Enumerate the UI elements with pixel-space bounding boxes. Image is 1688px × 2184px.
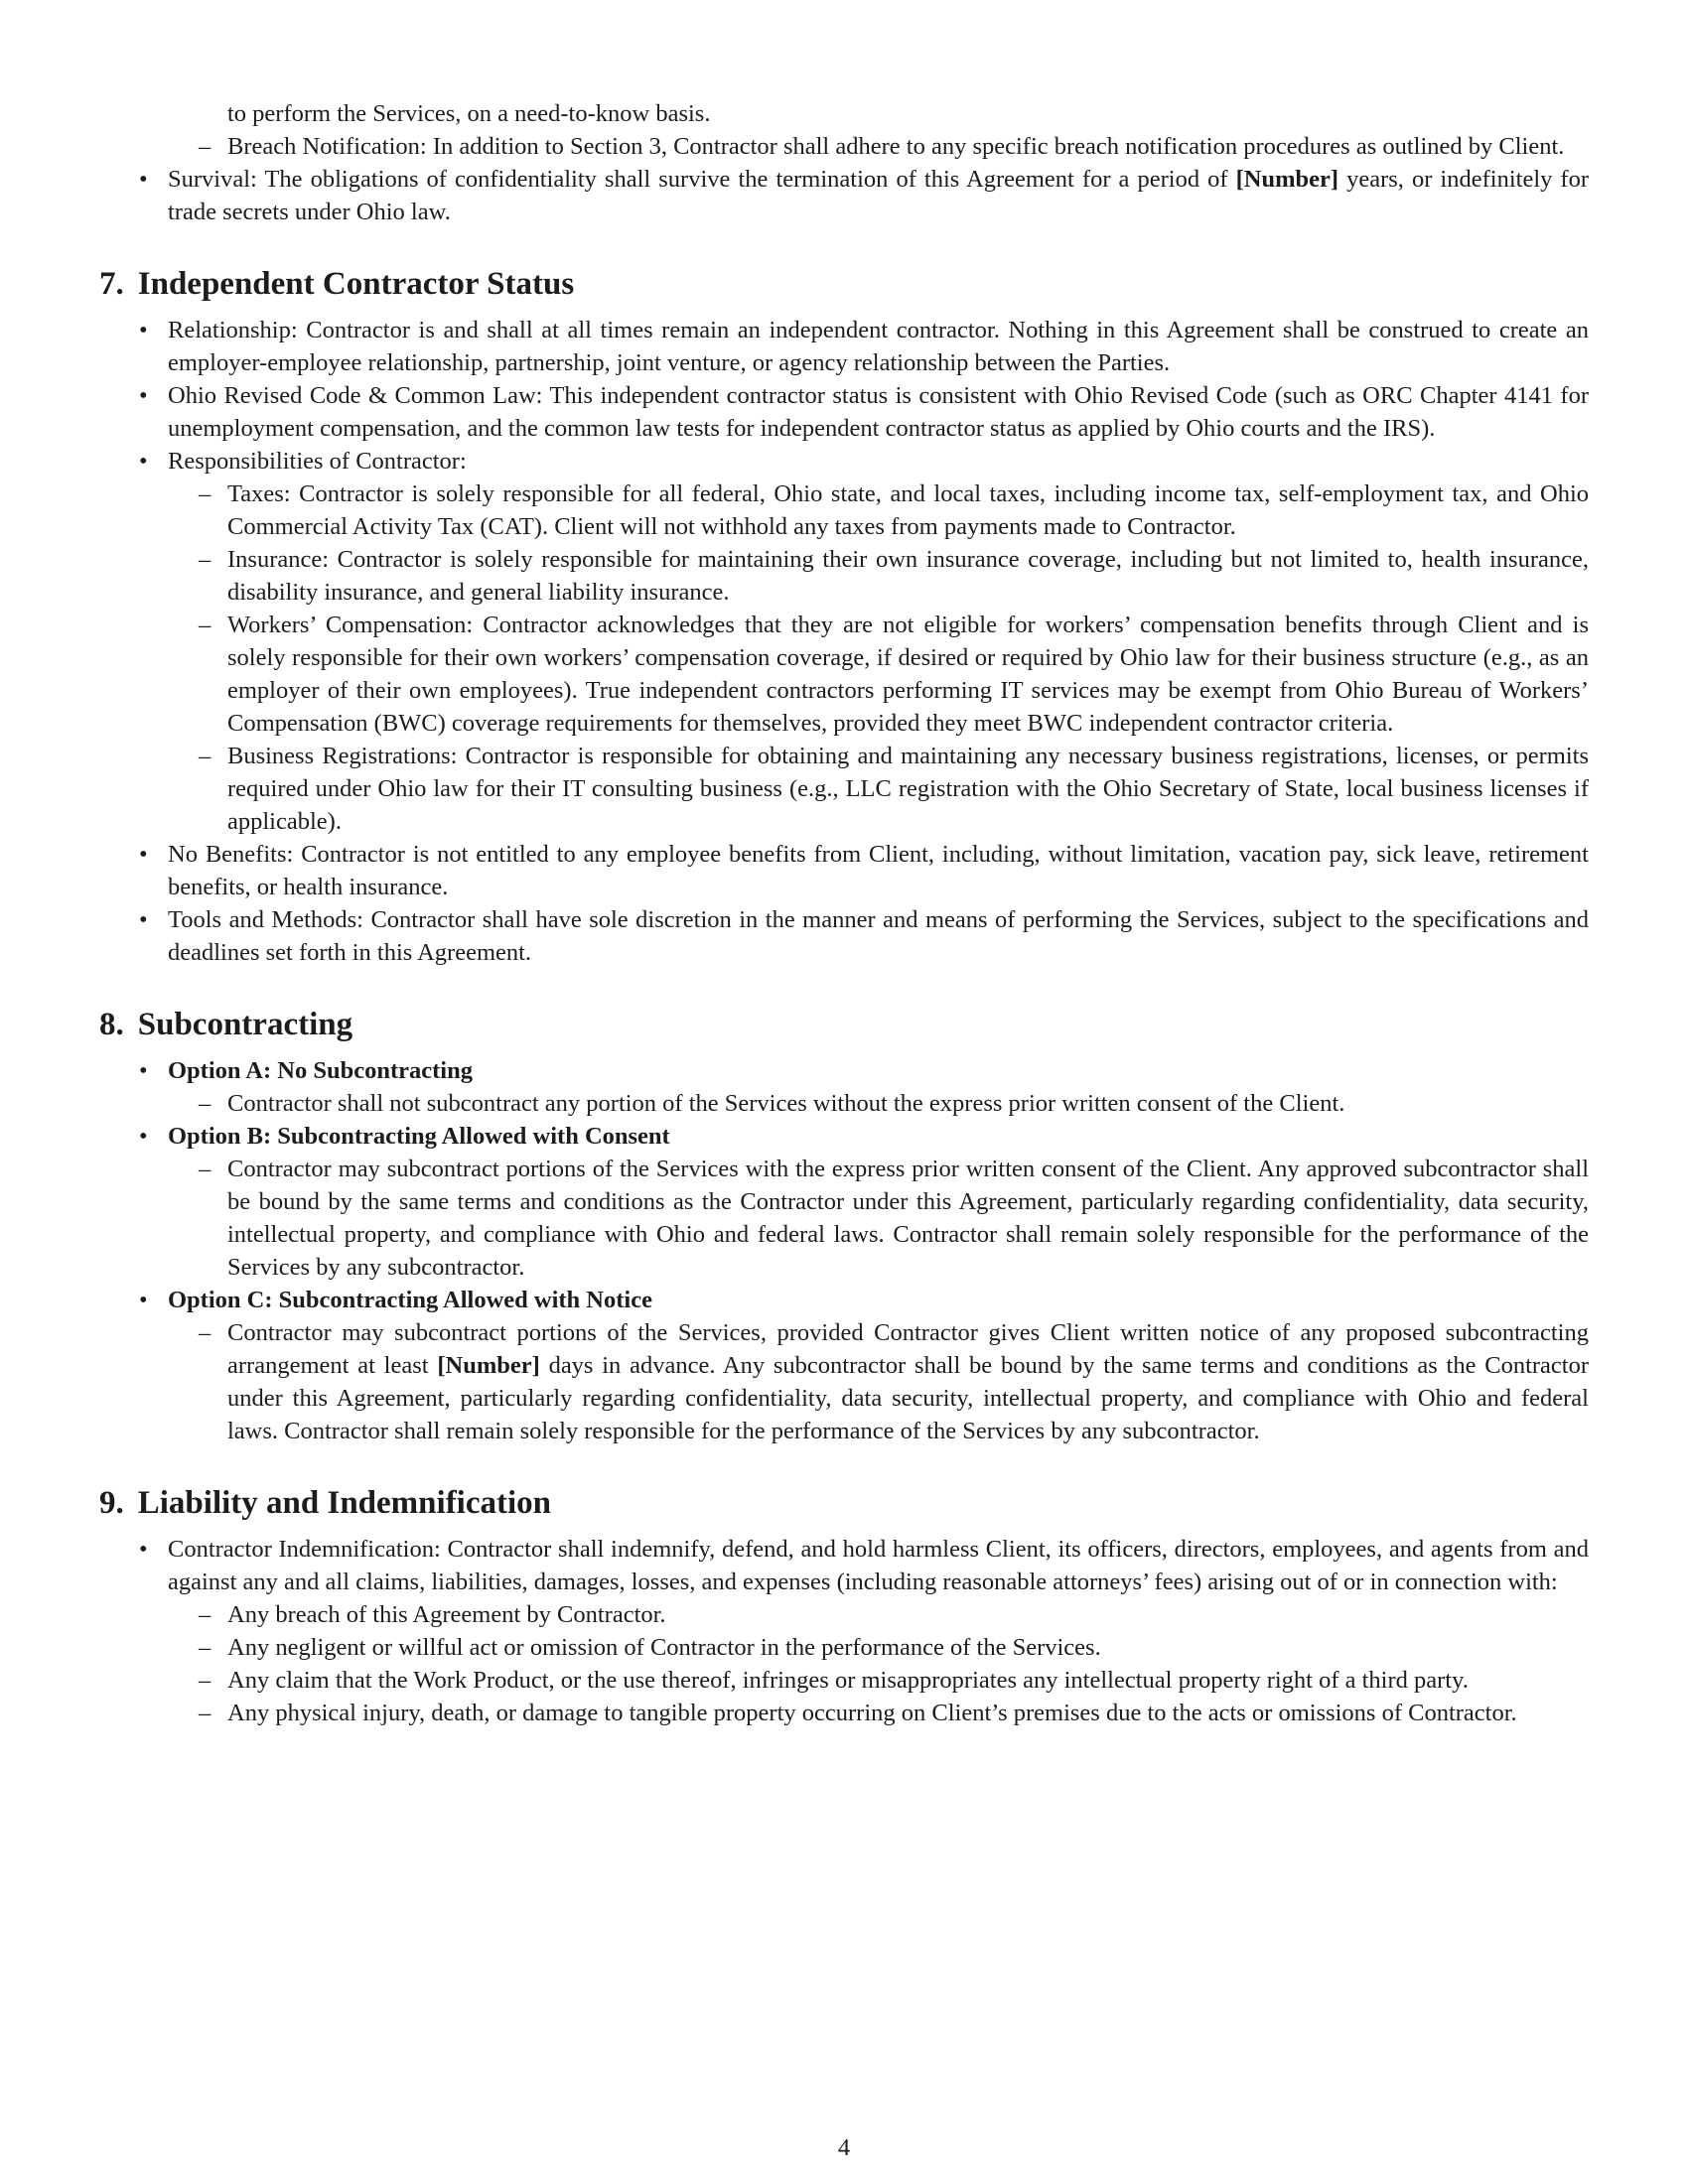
dash-marker: – — [199, 1700, 211, 1726]
bullet-marker: • — [139, 1287, 148, 1313]
document-page — [99, 97, 1589, 1729]
dash-marker: – — [199, 1634, 211, 1661]
section-heading-8: 8. Subcontracting — [99, 1007, 353, 1042]
dash-marker: – — [199, 1601, 211, 1628]
list-item: – Any negligent or willful act or omission of Contractor in the performance of the Services. — [99, 1631, 1589, 1664]
placeholder-number: [Number] — [1235, 166, 1339, 193]
list-item: • Responsibilities of Contractor: — [99, 445, 1589, 478]
dash-marker: – — [199, 480, 211, 507]
bullet-marker: • — [139, 906, 148, 933]
list-item: – Any physical injury, death, or damage to tangible property occurring on Client’s premises due to the acts or omissions of Contractor. — [99, 1697, 1589, 1729]
option-c-sublist — [99, 1316, 1589, 1447]
page-number: 4 — [837, 2134, 851, 2161]
option-b-sublist — [99, 1153, 1589, 1284]
option-a-sublist — [99, 1087, 1589, 1120]
dash-marker: – — [199, 612, 211, 638]
continuation-sublist — [99, 130, 1589, 163]
dash-marker: – — [199, 1156, 211, 1182]
list-item: – Insurance: Contractor is solely responsible for maintaining their own insurance coverage, including but not limited to, health insurance, disability insurance, and general liability insurance. — [99, 543, 1589, 609]
placeholder-number: [Number] — [437, 1352, 540, 1379]
section-7-list — [99, 314, 1589, 478]
section-heading-9: 9. Liability and Indemnification — [99, 1485, 552, 1521]
list-item: – Taxes: Contractor is solely responsible for all federal, Ohio state, and local taxes, including income tax, self-employment tax, and Ohio Commercial Activity Tax (CAT). Client will not withhold any taxes from payments made to Contractor. — [99, 478, 1589, 543]
list-item: – Any breach of this Agreement by Contractor. — [99, 1598, 1589, 1631]
dash-marker: – — [199, 1090, 211, 1117]
dash-marker: – — [199, 1319, 211, 1346]
list-item: • Contractor Indemnification: Contractor shall indemnify, defend, and hold harmless Client, its officers, directors, employees, and agents from and against any and all claims, liabilities, damages, losses, and expenses (including reasonable attorneys’ fees) arising out of or in connection with: — [99, 1533, 1589, 1598]
bullet-marker: • — [139, 1057, 148, 1084]
list-item: • Option A: No Subcontracting — [99, 1054, 1589, 1087]
bullet-marker: • — [139, 1123, 148, 1150]
list-item: • Option C: Subcontracting Allowed with Notice — [99, 1284, 1589, 1316]
bullet-marker: • — [139, 317, 148, 343]
list-item: • Survival: The obligations of confidentiality shall survive the termination of this Agreement for a period of [Number] years, or indefinitely for trade secrets under Ohio law. — [99, 163, 1589, 228]
section-9-sublist — [99, 1598, 1589, 1729]
list-item: – Breach Notification: In addition to Section 3, Contractor shall adhere to any specific breach notification procedures as outlined by Client. — [99, 130, 1589, 163]
list-item: – Any claim that the Work Product, or the use thereof, infringes or misappropriates any intellectual property right of a third party. — [99, 1664, 1589, 1697]
list-item: • No Benefits: Contractor is not entitled to any employee benefits from Client, including, without limitation, vacation pay, sick leave, retirement benefits, or health insurance. — [99, 838, 1589, 903]
bullet-marker: • — [139, 382, 148, 409]
list-item: – Contractor shall not subcontract any portion of the Services without the express prior written consent of the Client. — [99, 1087, 1589, 1120]
dash-marker: – — [199, 546, 211, 573]
section-8-list — [99, 1054, 1589, 1087]
section-7-sublist — [99, 478, 1589, 838]
bullet-marker: • — [139, 166, 148, 193]
option-b-list — [99, 1120, 1589, 1153]
list-item: • Option B: Subcontracting Allowed with Consent — [99, 1120, 1589, 1153]
continuation-list — [99, 163, 1589, 228]
dash-marker: – — [199, 1667, 211, 1694]
section-7-list-cont — [99, 838, 1589, 969]
dash-marker: – — [199, 133, 211, 160]
list-item: – Workers’ Compensation: Contractor acknowledges that they are not eligible for workers’ compensation benefits through Client and is solely responsible for their own workers’ compensation coverage, if desired or required by Ohio law for their business structure (e.g., as an employer of their own employees). True independent contractors performing IT services may be exempt from Ohio Bureau of Workers’ Compensation (BWC) coverage requirements for themselves, provided they meet BWC independent contractor criteria. — [99, 609, 1589, 740]
list-item: • Tools and Methods: Contractor shall have sole discretion in the manner and means of performing the Services, subject to the specifications and deadlines set forth in this Agreement. — [99, 903, 1589, 969]
section-heading-7: 7. Independent Contractor Status — [99, 266, 575, 302]
bullet-marker: • — [139, 841, 148, 868]
list-item: – Contractor may subcontract portions of the Services, provided Contractor gives Client written notice of any proposed subcontracting arrangement at least [Number] days in advance. Any subcontractor shall be bound by the same terms and conditions as the Contractor under this Agreement, particularly regarding confidentiality, data security, intellectual property, and compliance with Ohio and federal laws. Contractor shall remain solely responsible for the performance of the Services by any subcontractor. — [99, 1316, 1589, 1447]
list-item: • Ohio Revised Code & Common Law: This independent contractor status is consistent with Ohio Revised Code (such as ORC Chapter 4141 for unemployment compensation, and the common law tests for independent contractor status as applied by Ohio courts and the IRS). — [99, 379, 1589, 445]
list-item: • Relationship: Contractor is and shall at all times remain an independent contractor. Nothing in this Agreement shall be construed to create an employer-employee relationship, partnership, joint venture, or agency relationship between the Parties. — [99, 314, 1589, 379]
list-item: – Business Registrations: Contractor is responsible for obtaining and maintaining any necessary business registrations, licenses, or permits required under Ohio law for their IT consulting business (e.g., LLC registration with the Ohio Secretary of State, local business licenses if applicable). — [99, 740, 1589, 838]
dash-marker: – — [199, 743, 211, 769]
option-c-list — [99, 1284, 1589, 1316]
bullet-marker: • — [139, 448, 148, 475]
continuation-fragment: to perform the Services, on a need-to-know basis. — [227, 100, 711, 127]
list-item: – Contractor may subcontract portions of the Services with the express prior written consent of the Client. Any approved subcontractor shall be bound by the same terms and conditions as the Contractor under this Agreement, particularly regarding confidentiality, data security, intellectual property, and compliance with Ohio and federal laws. Contractor shall remain solely responsible for the performance of the Services by any subcontractor. — [99, 1153, 1589, 1284]
bullet-marker: • — [139, 1536, 148, 1563]
section-9-list — [99, 1533, 1589, 1598]
